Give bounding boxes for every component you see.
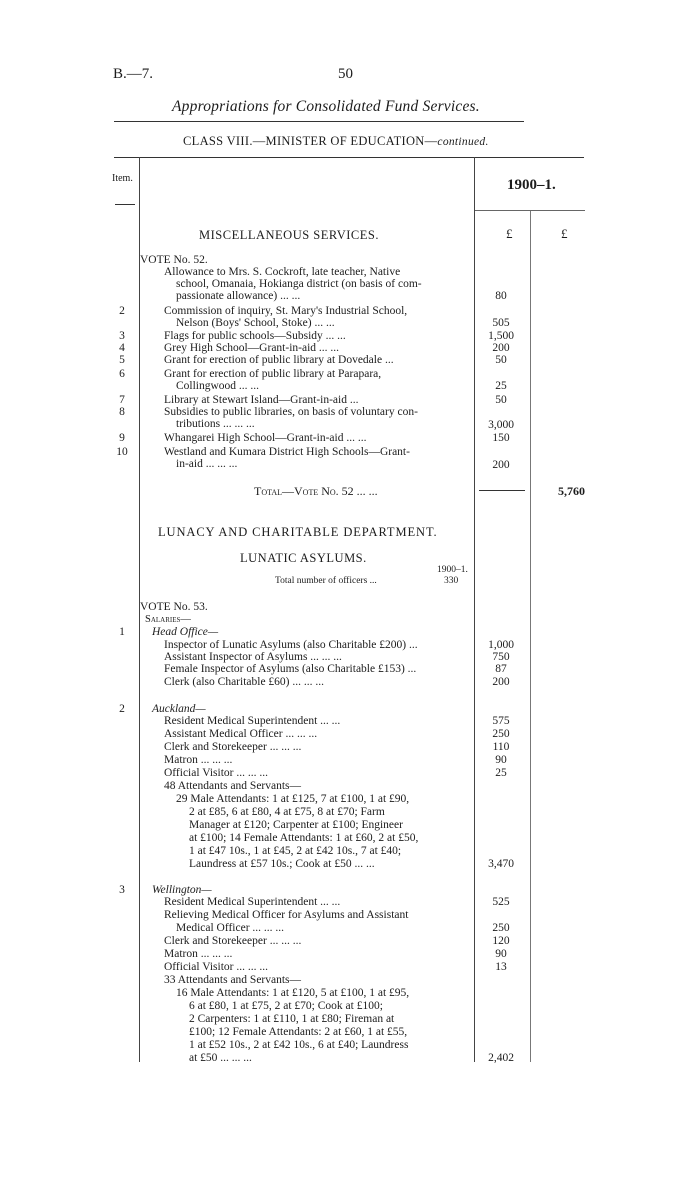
misc-row-item: 7 xyxy=(119,394,125,406)
wellington-attendants-line: £100; 12 Female Attendants: 2 at £60, 1 at £55, xyxy=(189,1026,408,1038)
misc-row-text: Grant for erection of public library at Parapara, xyxy=(164,368,382,380)
misc-row-amount: 1,500 xyxy=(488,330,514,342)
misc-row-text: Commission of inquiry, St. Mary's Industrial School, xyxy=(164,305,408,317)
officers-year: 1900–1. xyxy=(437,565,468,575)
total-rule xyxy=(479,490,525,491)
misc-row-amount: 150 xyxy=(492,432,510,444)
auckland-attendants-line: 2 at £85, 6 at £80, 4 at £75, 8 at £70; Farm xyxy=(189,806,385,818)
wellington-row-text: Clerk and Storekeeper ... ... ... xyxy=(164,935,302,947)
wellington-attendants-line: 1 at £52 10s., 2 at £42 10s., 6 at £40; Laundress xyxy=(189,1039,409,1051)
auckland-row-text: Official Visitor ... ... ... xyxy=(164,767,268,779)
misc-row-item: 8 xyxy=(119,406,125,418)
misc-row-item: 6 xyxy=(119,368,125,380)
wellington-attendants-amount: 2,402 xyxy=(488,1052,514,1064)
pound-sign-2: £ xyxy=(561,226,568,241)
auckland-row-amount: 25 xyxy=(495,767,507,779)
page-ref: B.—7. xyxy=(113,66,154,82)
misc-heading: MISCELLANEOUS SERVICES. xyxy=(199,228,379,242)
auckland-row-amount: 250 xyxy=(492,728,510,740)
head-office-row-text: Clerk (also Charitable £60) ... ... ... xyxy=(164,676,325,688)
salaries-label: Salaries— xyxy=(145,614,191,625)
head-office-row-amount: 87 xyxy=(495,663,507,675)
auckland-attendants-line: at £100; 14 Female Attendants: 1 at £60, 2 at £50, xyxy=(189,832,419,844)
head-office-row-text: Inspector of Lunatic Asylums (also Charitable £200) ... xyxy=(164,639,418,651)
wellington-row-text: Resident Medical Superintendent ... ... xyxy=(164,896,341,908)
auckland-attendants-line: 1 at £47 10s., 1 at £45, 2 at £42 10s., 7 at £40; xyxy=(189,845,402,857)
auckland-title: Auckland— xyxy=(152,703,206,715)
wellington-attendants-line: 16 Male Attendants: 1 at £120, 5 at £100, 1 at £95, xyxy=(176,987,410,999)
officers-count: 330 xyxy=(444,576,459,586)
misc-row-amount: 50 xyxy=(495,354,507,366)
misc-row-text: school, Omanaia, Hokianga district (on basis of com- xyxy=(176,278,422,290)
item-header-rule xyxy=(115,204,135,205)
wellington-attendants-line: at £50 ... ... ... xyxy=(189,1052,252,1064)
class-line-cont: continued. xyxy=(437,136,489,148)
misc-row-text: Flags for public schools—Subsidy ... ... xyxy=(164,330,346,342)
item-header: Item. xyxy=(112,173,133,184)
misc-row-item: 3 xyxy=(119,330,125,342)
misc-row-text: Grey High School—Grant-in-aid ... ... xyxy=(164,342,340,354)
misc-row-item: 4 xyxy=(119,342,125,354)
wellington-row-text: Relieving Medical Officer for Asylums and Assistant xyxy=(164,909,409,921)
wellington-attendants-title: 33 Attendants and Servants— xyxy=(164,974,302,986)
misc-row-text: Collingwood ... ... xyxy=(176,380,260,392)
auckland-attendants-line: Laundress at £57 10s.; Cook at £50 ... ... xyxy=(189,858,375,870)
misc-row-amount: 50 xyxy=(495,394,507,406)
head-office-row-amount: 200 xyxy=(492,676,510,688)
auckland-row-text: Clerk and Storekeeper ... ... ... xyxy=(164,741,302,753)
class-line xyxy=(183,134,489,149)
head-office-item: 1 xyxy=(119,626,125,638)
misc-row-amount: 200 xyxy=(492,342,510,354)
wellington-attendants-line: 6 at £80, 1 at £75, 2 at £70; Cook at £100; xyxy=(189,1000,383,1012)
vote-52-label: VOTE No. 52. xyxy=(140,254,208,266)
year-header-rule xyxy=(475,210,585,211)
auckland-item: 2 xyxy=(119,703,125,715)
total-vote-52-amount: 5,760 xyxy=(558,484,585,498)
vote-53-label: VOTE No. 53. xyxy=(140,601,208,613)
misc-row-amount: 3,000 xyxy=(488,419,514,431)
pound-sign-1: £ xyxy=(506,226,513,241)
misc-row-text: Subsidies to public libraries, on basis of voluntary con- xyxy=(164,406,418,418)
amount-column-rule-mid xyxy=(530,210,531,1062)
total-vote-52-label: Total—Vote No. 52 ... ... xyxy=(254,484,378,498)
auckland-row-amount: 575 xyxy=(492,715,510,727)
wellington-row-text: Official Visitor ... ... ... xyxy=(164,961,268,973)
lunacy-subheading: LUNATIC ASYLUMS. xyxy=(240,551,367,565)
page-number: 50 xyxy=(338,66,353,82)
officers-label: Total number of officers ... xyxy=(275,576,377,586)
auckland-row-text: Resident Medical Superintendent ... ... xyxy=(164,715,341,727)
misc-row-item: 10 xyxy=(116,446,128,458)
misc-row-text: Whangarei High School—Grant-in-aid ... ... xyxy=(164,432,367,444)
class-line-text: CLASS VIII.—MINISTER OF EDUCATION— xyxy=(183,134,438,148)
wellington-row-amount: 120 xyxy=(492,935,510,947)
head-office-row-text: Female Inspector of Asylums (also Charitable £153) ... xyxy=(164,663,417,675)
misc-row-amount: 505 xyxy=(492,317,510,329)
wellington-attendants-line: 2 Carpenters: 1 at £110, 1 at £80; Fireman at xyxy=(189,1013,395,1025)
misc-row-item: 5 xyxy=(119,354,125,366)
year-header: 1900–1. xyxy=(507,177,556,193)
misc-row-amount: 25 xyxy=(495,380,507,392)
table-top-rule xyxy=(114,157,584,158)
wellington-row-amount: 13 xyxy=(495,961,507,973)
misc-row-text: tributions ... ... ... xyxy=(176,418,255,430)
wellington-row-amount: 525 xyxy=(492,896,510,908)
head-office-title: Head Office— xyxy=(152,626,219,638)
wellington-row-text: Matron ... ... ... xyxy=(164,948,233,960)
auckland-attendants-line: 29 Male Attendants: 1 at £125, 7 at £100, 1 at £90, xyxy=(176,793,410,805)
misc-row-text: Nelson (Boys' School, Stoke) ... ... xyxy=(176,317,335,329)
misc-row-text: Westland and Kumara District High Schools—Grant- xyxy=(164,446,410,458)
misc-row-item: 2 xyxy=(119,305,125,317)
wellington-row-text: Medical Officer ... ... ... xyxy=(176,922,285,934)
auckland-attendants-line: Manager at £120; Carpenter at £100; Engineer xyxy=(189,819,403,831)
wellington-item: 3 xyxy=(119,884,125,896)
wellington-title: Wellington— xyxy=(152,884,212,896)
misc-row-item: 9 xyxy=(119,432,125,444)
misc-row-text: Allowance to Mrs. S. Cockroft, late teacher, Native xyxy=(164,266,401,278)
auckland-row-amount: 110 xyxy=(492,741,510,753)
auckland-row-text: Matron ... ... ... xyxy=(164,754,233,766)
misc-row-text: Grant for erection of public library at Dovedale ... xyxy=(164,354,394,366)
misc-row-text: Library at Stewart Island—Grant-in-aid ... xyxy=(164,394,359,406)
head-office-row-amount: 750 xyxy=(492,651,510,663)
misc-row-amount: 200 xyxy=(492,459,510,471)
misc-row-amount: 80 xyxy=(495,290,507,302)
wellington-row-amount: 90 xyxy=(495,948,507,960)
head-office-row-amount: 1,000 xyxy=(488,639,514,651)
wellington-row-amount: 250 xyxy=(492,922,510,934)
title-rule xyxy=(114,121,524,122)
auckland-attendants-title: 48 Attendants and Servants— xyxy=(164,780,302,792)
auckland-row-text: Assistant Medical Officer ... ... ... xyxy=(164,728,318,740)
head-office-row-text: Assistant Inspector of Asylums ... ... ... xyxy=(164,651,342,663)
auckland-attendants-amount: 3,470 xyxy=(488,858,514,870)
misc-row-text: passionate allowance) ... ... xyxy=(176,290,301,302)
lunacy-heading: LUNACY AND CHARITABLE DEPARTMENT. xyxy=(158,525,438,539)
auckland-row-amount: 90 xyxy=(495,754,507,766)
misc-row-text: in-aid ... ... ... xyxy=(176,458,238,470)
page-title: Appropriations for Consolidated Fund Services. xyxy=(172,98,480,115)
